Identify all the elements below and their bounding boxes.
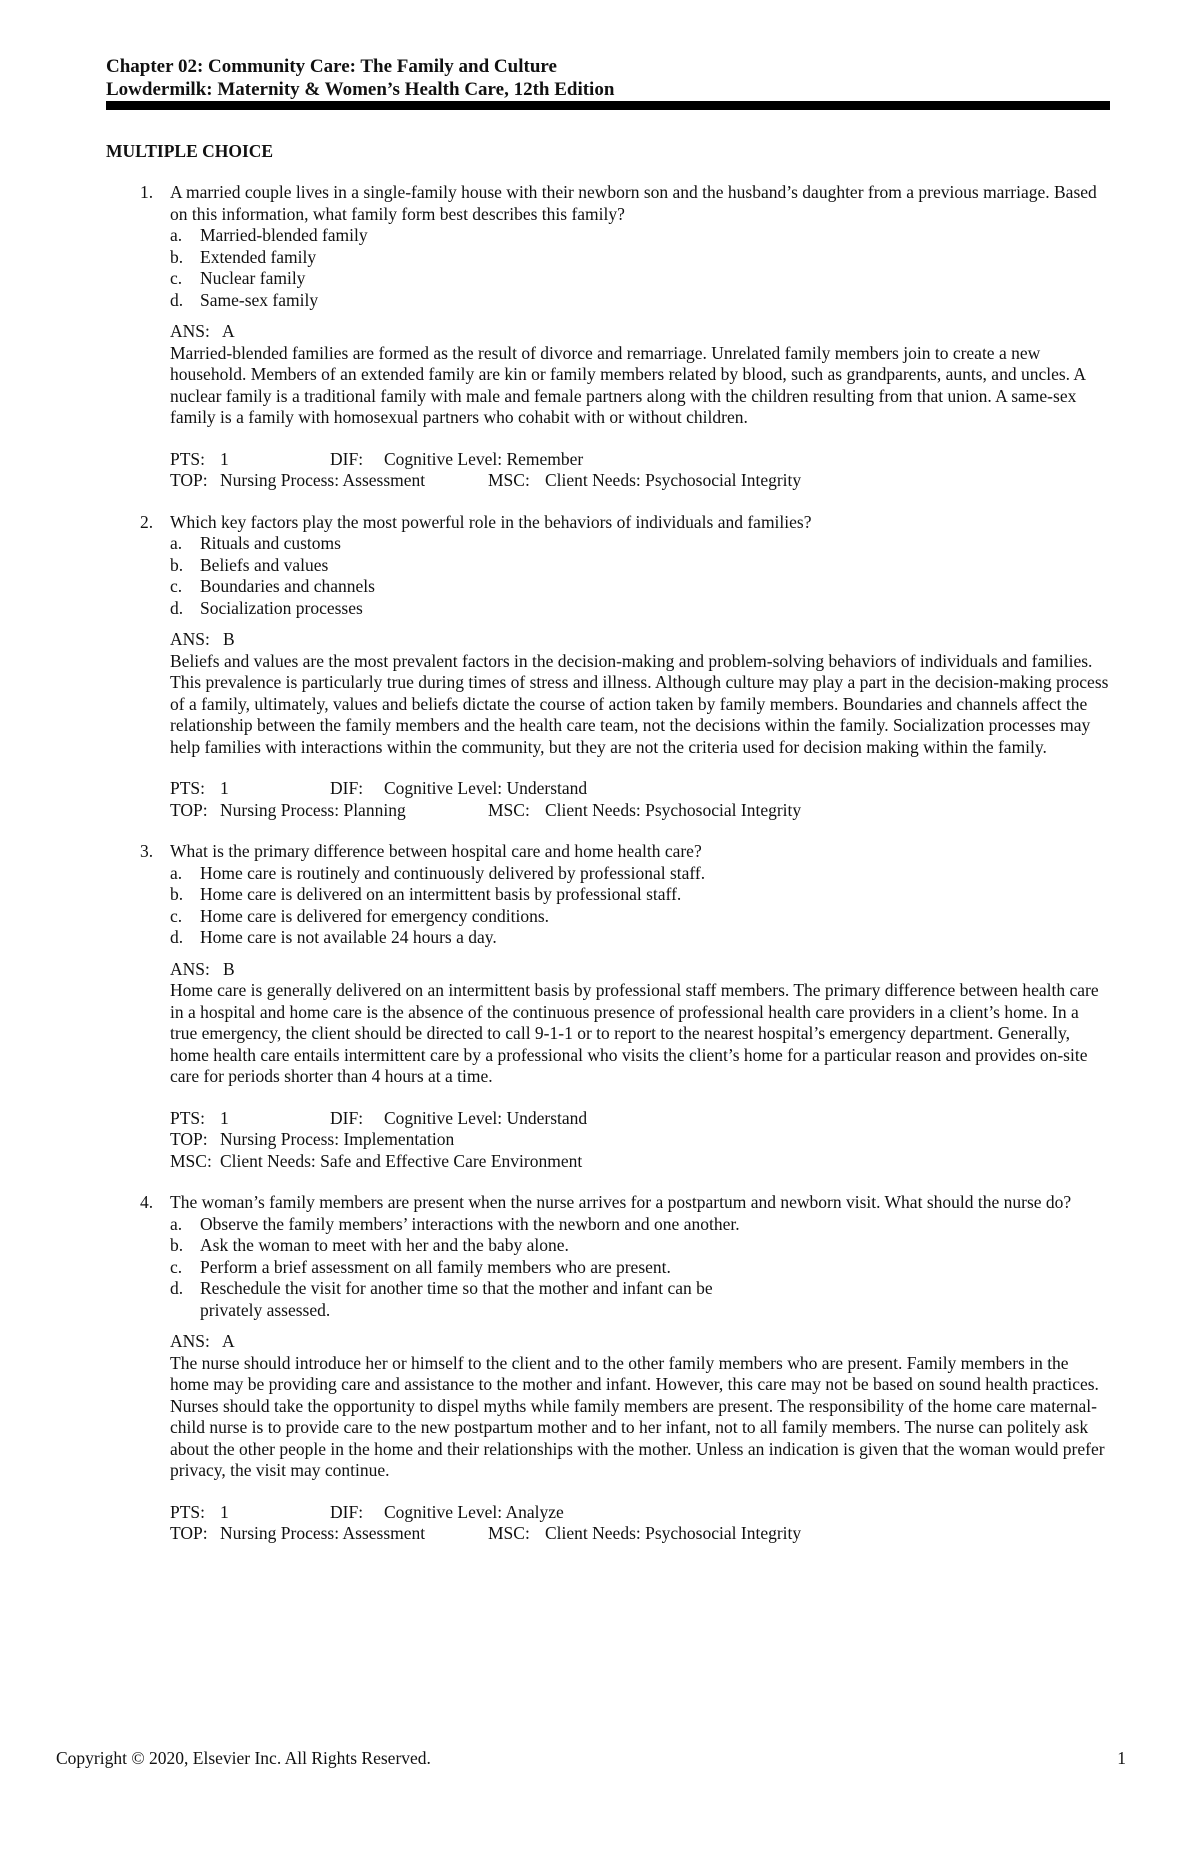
ans-label: ANS: — [170, 1331, 210, 1351]
question-number: 2. — [140, 511, 154, 532]
question-item — [106, 841, 1110, 1172]
msc-value: Client Needs: Psychosocial Integrity — [545, 470, 802, 490]
question-item — [106, 182, 1110, 492]
header-rule — [106, 101, 1110, 110]
answer-option — [170, 1278, 760, 1321]
dif-value: Cognitive Level: Remember — [384, 448, 584, 469]
question-stem: A married couple lives in a single-family house with their newborn son and the husband’s daughter from a previous marriage. Based on this information, what family form best describes this family? — [170, 182, 1097, 224]
dif-value: Cognitive Level: Analyze — [384, 1501, 564, 1522]
book-title: Lowdermilk: Maternity & Women’s Health Care, 12th Edition — [106, 79, 615, 100]
ans-label: ANS: — [170, 629, 210, 649]
answer-option — [170, 290, 1110, 312]
option-letter: d. — [170, 1278, 184, 1298]
question-list — [106, 182, 1110, 1565]
option-letter: b. — [170, 554, 184, 575]
dif-value: Cognitive Level: Understand — [384, 1107, 588, 1128]
question-metadata — [170, 449, 1110, 492]
section-heading: MULTIPLE CHOICE — [106, 141, 274, 161]
option-text: Home care is not available 24 hours a day. — [200, 927, 497, 947]
pts-value: 1 — [220, 448, 229, 469]
option-letter: c. — [170, 268, 183, 288]
dif-label: DIF: — [330, 1501, 364, 1522]
question-metadata — [170, 778, 1110, 821]
page-number: 1 — [1117, 1748, 1126, 1768]
answer-key — [170, 629, 1110, 651]
option-text: Perform a brief assessment on all family members who are present. — [200, 1256, 671, 1277]
option-letter: a. — [170, 533, 183, 553]
answer-option — [170, 1257, 1110, 1279]
question-stem: Which key factors play the most powerful role in the behaviors of individuals and families? — [170, 511, 812, 532]
answer-option — [170, 1214, 1110, 1236]
ans-label: ANS: — [170, 321, 210, 341]
question-item — [106, 512, 1110, 822]
msc-value: Client Needs: Psychosocial Integrity — [545, 799, 802, 820]
option-letter: d. — [170, 289, 184, 310]
meta-row — [170, 1151, 1110, 1173]
dif-label: DIF: — [330, 448, 364, 469]
answer-option — [170, 268, 1110, 290]
msc-label: MSC: — [170, 1150, 212, 1171]
option-letter: d. — [170, 597, 184, 618]
meta-row — [170, 1108, 1110, 1130]
msc-label: MSC: — [488, 1523, 530, 1543]
option-text: Observe the family members’ interactions with the newborn and one another. — [200, 1213, 740, 1234]
rationale-text: Married-blended families are formed as the result of divorce and remarriage. Unrelated family members join to create a new household. Members of an extended family are kin or family members related by blood, such as grandparents, aunts, and uncles. A nuclear family is a traditional family with male and female partners along with the children resulting from that union. A same-sex family is a family with homosexual partners who cohabit with or without children. — [170, 342, 1086, 427]
rationale-text: Home care is generally delivered on an intermittent basis by professional staff members. The primary difference between health care in a hospital and home care is the absence of the continuous presence of professional health care providers in a client’s home. In a true emergency, the client should be directed to call 9-1-1 or to report to the nearest hospital’s emergency department. Generally, home health care entails intermittent care by a professional who visits the client’s home for a particular reason and provides on-site care for periods shorter than 4 hours at a time. — [170, 980, 1099, 1086]
option-text: Same-sex family — [200, 289, 319, 310]
option-letter: c. — [170, 576, 183, 596]
option-text: Home care is delivered on an intermittent basis by professional staff. — [200, 884, 682, 904]
meta-row — [170, 1523, 1110, 1545]
top-label: TOP: — [170, 1523, 208, 1543]
answer-key — [170, 1331, 1110, 1353]
answer-block — [170, 959, 1110, 1088]
option-letter: b. — [170, 884, 184, 904]
answer-option — [170, 906, 1110, 928]
copyright-notice: Copyright © 2020, Elsevier Inc. All Rights Reserved. — [56, 1748, 431, 1768]
answer-option — [170, 576, 1110, 598]
option-text: Ask the woman to meet with her and the baby alone. — [200, 1235, 569, 1255]
ans-value: B — [223, 958, 235, 979]
meta-row — [170, 470, 1110, 492]
answer-option — [170, 225, 1110, 247]
answer-options — [170, 225, 1110, 311]
option-letter: a. — [170, 862, 183, 883]
option-text: Beliefs and values — [200, 554, 329, 575]
answer-option — [170, 533, 1110, 555]
option-letter: a. — [170, 1213, 183, 1234]
answer-key — [170, 959, 1110, 981]
msc-label: MSC: — [488, 799, 530, 820]
option-text: Rituals and customs — [200, 533, 341, 553]
answer-option — [170, 247, 1110, 269]
pts-label: PTS: — [170, 1107, 206, 1128]
answer-option — [170, 927, 1110, 949]
pts-label: PTS: — [170, 778, 206, 798]
option-text: Socialization processes — [200, 597, 363, 618]
msc-value: Client Needs: Safe and Effective Care Environment — [220, 1150, 583, 1171]
answer-options — [170, 533, 1110, 619]
top-label: TOP: — [170, 470, 208, 490]
top-label: TOP: — [170, 799, 208, 820]
answer-block — [170, 1331, 1110, 1482]
top-value: Nursing Process: Assessment — [220, 470, 426, 490]
meta-row — [170, 1502, 1110, 1524]
answer-block — [170, 321, 1110, 429]
pts-value: 1 — [220, 1501, 229, 1522]
ans-label: ANS: — [170, 958, 210, 979]
dif-value: Cognitive Level: Understand — [384, 778, 588, 798]
meta-row — [170, 449, 1110, 471]
answer-option — [170, 884, 1110, 906]
option-text: Home care is routinely and continuously delivered by professional staff. — [200, 862, 706, 883]
option-text: Home care is delivered for emergency conditions. — [200, 905, 550, 926]
ans-value: A — [222, 321, 235, 341]
option-text: Extended family — [200, 246, 317, 267]
option-letter: b. — [170, 246, 184, 267]
pts-value: 1 — [220, 1107, 229, 1128]
option-text: Boundaries and channels — [200, 576, 375, 596]
question-stem: What is the primary difference between hospital care and home health care? — [170, 841, 702, 861]
option-letter: c. — [170, 1256, 183, 1277]
dif-label: DIF: — [330, 1107, 364, 1128]
meta-row — [170, 800, 1110, 822]
top-value: Nursing Process: Assessment — [220, 1523, 426, 1543]
question-stem: The woman’s family members are present when the nurse arrives for a postpartum and newborn visit. What should the nurse do? — [170, 1192, 1072, 1212]
option-letter: d. — [170, 927, 184, 947]
top-value: Nursing Process: Planning — [220, 799, 406, 820]
dif-label: DIF: — [330, 778, 364, 798]
answer-block — [170, 629, 1110, 758]
msc-label: MSC: — [488, 470, 530, 490]
page-header — [106, 55, 1110, 101]
question-item — [106, 1192, 1110, 1545]
chapter-title: Chapter 02: Community Care: The Family and Culture — [106, 56, 557, 77]
question-metadata — [170, 1502, 1110, 1545]
top-value: Nursing Process: Implementation — [220, 1129, 455, 1149]
ans-value: B — [223, 629, 235, 649]
answer-options — [170, 1214, 1110, 1322]
option-letter: a. — [170, 225, 183, 245]
rationale-text: Beliefs and values are the most prevalent factors in the decision-making and problem-solving behaviors of individuals and families. This prevalence is particularly true during times of stress and illness. Although culture may play a part in the decision-making process of a family, ultimately, values and beliefs dictate the course of action taken by family members. Boundaries and channels affect the relationship between the family members and the health care team, not the decisions within the family. Socialization processes may help families with interactions within the community, but they are not the criteria used for decision making within the family. — [170, 650, 1109, 757]
pts-label: PTS: — [170, 1501, 206, 1522]
option-letter: c. — [170, 905, 183, 926]
meta-row — [170, 1129, 1110, 1151]
answer-options — [170, 863, 1110, 949]
answer-key — [170, 321, 1110, 343]
answer-option — [170, 598, 1110, 620]
answer-option — [170, 1235, 1110, 1257]
answer-option — [170, 863, 1110, 885]
ans-value: A — [222, 1331, 235, 1351]
pts-value: 1 — [220, 778, 229, 798]
meta-row — [170, 778, 1110, 800]
option-text: Reschedule the visit for another time so that the mother and infant can be privately assessed. — [200, 1278, 713, 1320]
top-label: TOP: — [170, 1129, 208, 1149]
option-letter: b. — [170, 1235, 184, 1255]
option-text: Nuclear family — [200, 268, 306, 288]
question-number: 1. — [140, 182, 154, 202]
option-text: Married-blended family — [200, 225, 368, 245]
pts-label: PTS: — [170, 448, 206, 469]
question-metadata — [170, 1108, 1110, 1173]
answer-option — [170, 555, 1110, 577]
msc-value: Client Needs: Psychosocial Integrity — [545, 1523, 802, 1543]
rationale-text: The nurse should introduce her or himself to the client and to the other family members who are present. Family members in the home may be providing care and assistance to the mother and infant. However, this care may not be based on sound health practices. Nurses should take the opportunity to dispel myths while family members are present. The responsibility of the home care maternal-child nurse is to provide care to the new postpartum mother and to her infant, not to all family members. The nurse can politely ask about the other people in the home and their relationships with the mother. Unless an indication is given that the woman would prefer privacy, the visit may continue. — [170, 1352, 1105, 1480]
question-number: 3. — [140, 841, 154, 861]
question-number: 4. — [140, 1192, 154, 1212]
